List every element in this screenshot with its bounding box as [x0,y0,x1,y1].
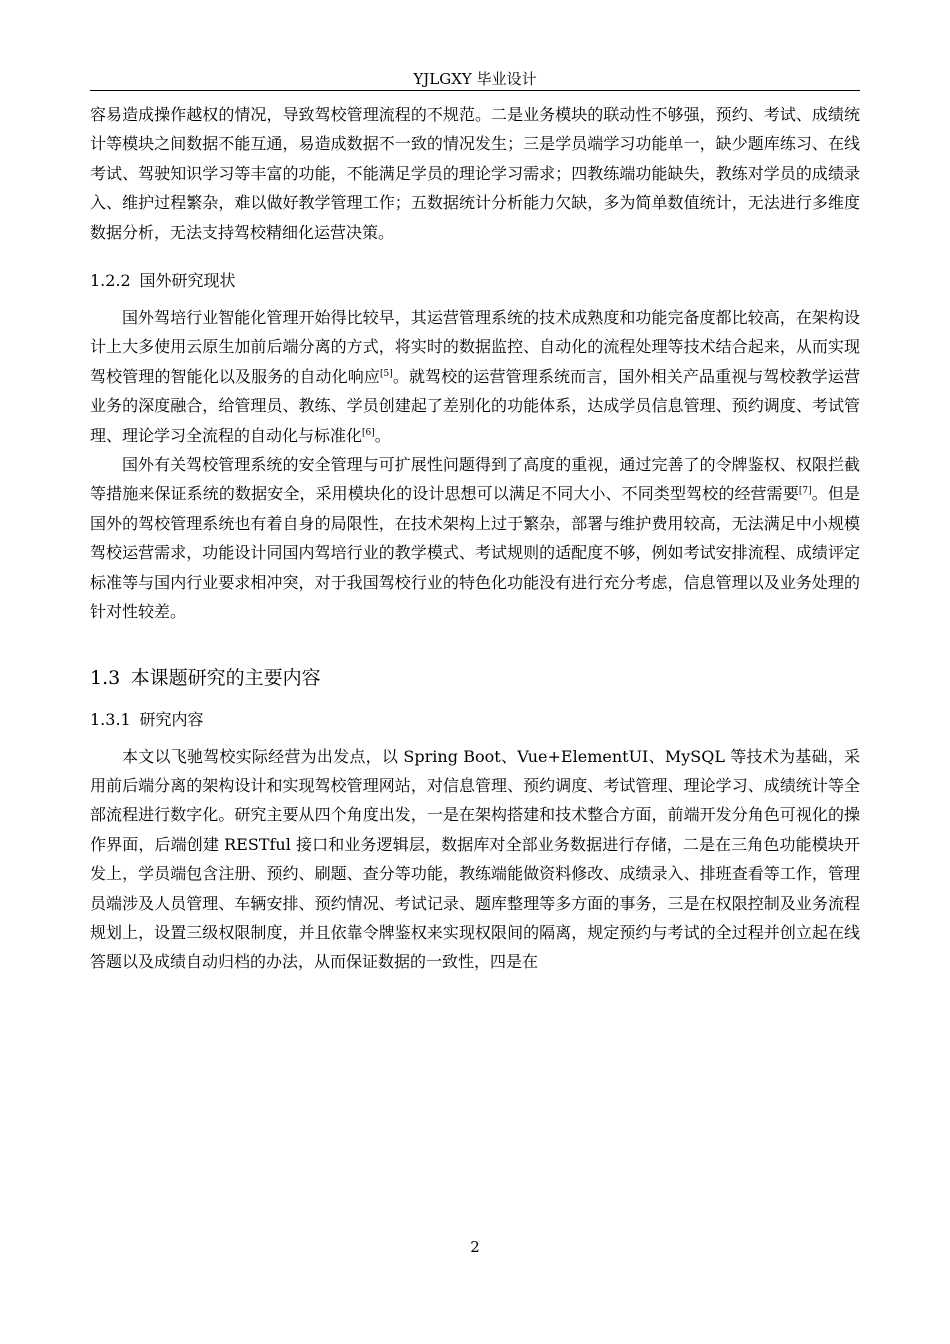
paragraph-text: 国外驾培行业智能化管理开始得比较早，其运营管理系统的技术成熟度和功能完备度都比较高，在架构设计上大多使用云原生加前后端分离的方式，将实时的数据监控、自动化的流程处理等技术结合起来，从而实现驾校管理的智能化以及服务的自动化响应 [90,308,860,386]
citation-7: [7] [798,486,812,497]
section-heading-1-3-1 [90,705,860,734]
section-heading-1-3 [90,663,860,693]
section-title: 本课题研究的主要内容 [130,666,321,689]
paragraph-text: 。 [374,425,391,445]
section-number: 1.3.1 [90,709,131,729]
page-header [90,68,860,91]
paragraph-foreign-2 [90,450,860,626]
citation-6: [6] [362,427,375,438]
section-title: 国外研究现状 [139,271,236,291]
paragraph-top: 容易造成操作越权的情况，导致驾校管理流程的不规范。二是业务模块的联动性不够强，预约、考试、成绩统计等模块之间数据不能互通，易造成数据不一致的情况发生；三是学员端学习功能单一，缺少题库练习、在线考试、驾驶知识学习等丰富的功能，不能满足学员的理论学习需求；四教练端功能缺失，教练对学员的成绩录入、维护过程繁杂，难以做好教学管理工作；五数据统计分析能力欠缺，多为简单数值统计，无法进行多维度数据分析，无法支持驾校精细化运营决策。 [90,105,860,242]
paragraph-text: 。就驾校的运营管理系统而言，国外相关产品重视与驾校教学运营业务的深度融合，给管理员、教练、学员创建起了差别化的功能体系，达成学员信息管理、预约调度、考试管理、理论学习全流程的自动化与标准化 [90,366,860,445]
section-title: 研究内容 [139,709,204,729]
page-number: 2 [470,1238,480,1256]
paragraph-text: 。但是国外的驾校管理系统也有着自身的局限性，在技术架构上过于繁杂，部署与维护费用较高，无法满足中小规模驾校运营需求，功能设计同国内驾培行业的教学模式、考试规则的适配度不够，例如考试安排流程、成绩评定标准等与国内行业要求相冲突，对于我国驾校行业的特色化功能没有进行充分考虑，信息管理以及业务处理的针对性较差。 [90,484,860,622]
page-content [90,100,860,977]
header-title: YJLGXY 毕业设计 [413,70,537,88]
paragraph-research: 本文以飞驰驾校实际经营为出发点，以 Spring Boot、Vue+ElementUI、MySQL 等技术为基础，采用前后端分离的架构设计和实现驾校管理网站，对信息管理、预约调度、考试管理、理论学习、成绩统计等全部流程进行数字化。研究主要从四个角度出发，一是在架构搭建和技术整合方面，前端开发分角色可视化的操作界面，后端创建 RESTful 接口和业务逻辑层，数据库对全部业务数据进行存储，二是在三角色功能模块开发上，学员端包含注册、预约、刷题、查分等功能，教练端能做资料修改、成绩录入、排班查看等工作，管理员端涉及人员管理、车辆安排、预约情况、考试记录、题库整理等多方面的事务，三是在权限控制及业务流程规划上，设置三级权限制度，并且依靠令牌鉴权来实现权限间的隔离，规定预约与考试的全过程并创立起在线答题以及成绩自动归档的办法，从而保证数据的一致性，四是在 [90,746,860,972]
section-heading-1-2-2 [90,266,860,295]
paragraph-text: 国外有关驾校管理系统的安全管理与可扩展性问题得到了高度的重视，通过完善了的令牌鉴权、权限拦截等措施来保证系统的数据安全，采用模块化的设计思想可以满足不同大小、不同类型驾校的经营需要 [90,455,860,504]
section-number: 1.3 [90,666,121,689]
section-number: 1.2.2 [90,271,131,291]
paragraph-foreign-1 [90,303,860,450]
page-footer [90,1237,860,1257]
citation-5: [5] [380,368,393,379]
